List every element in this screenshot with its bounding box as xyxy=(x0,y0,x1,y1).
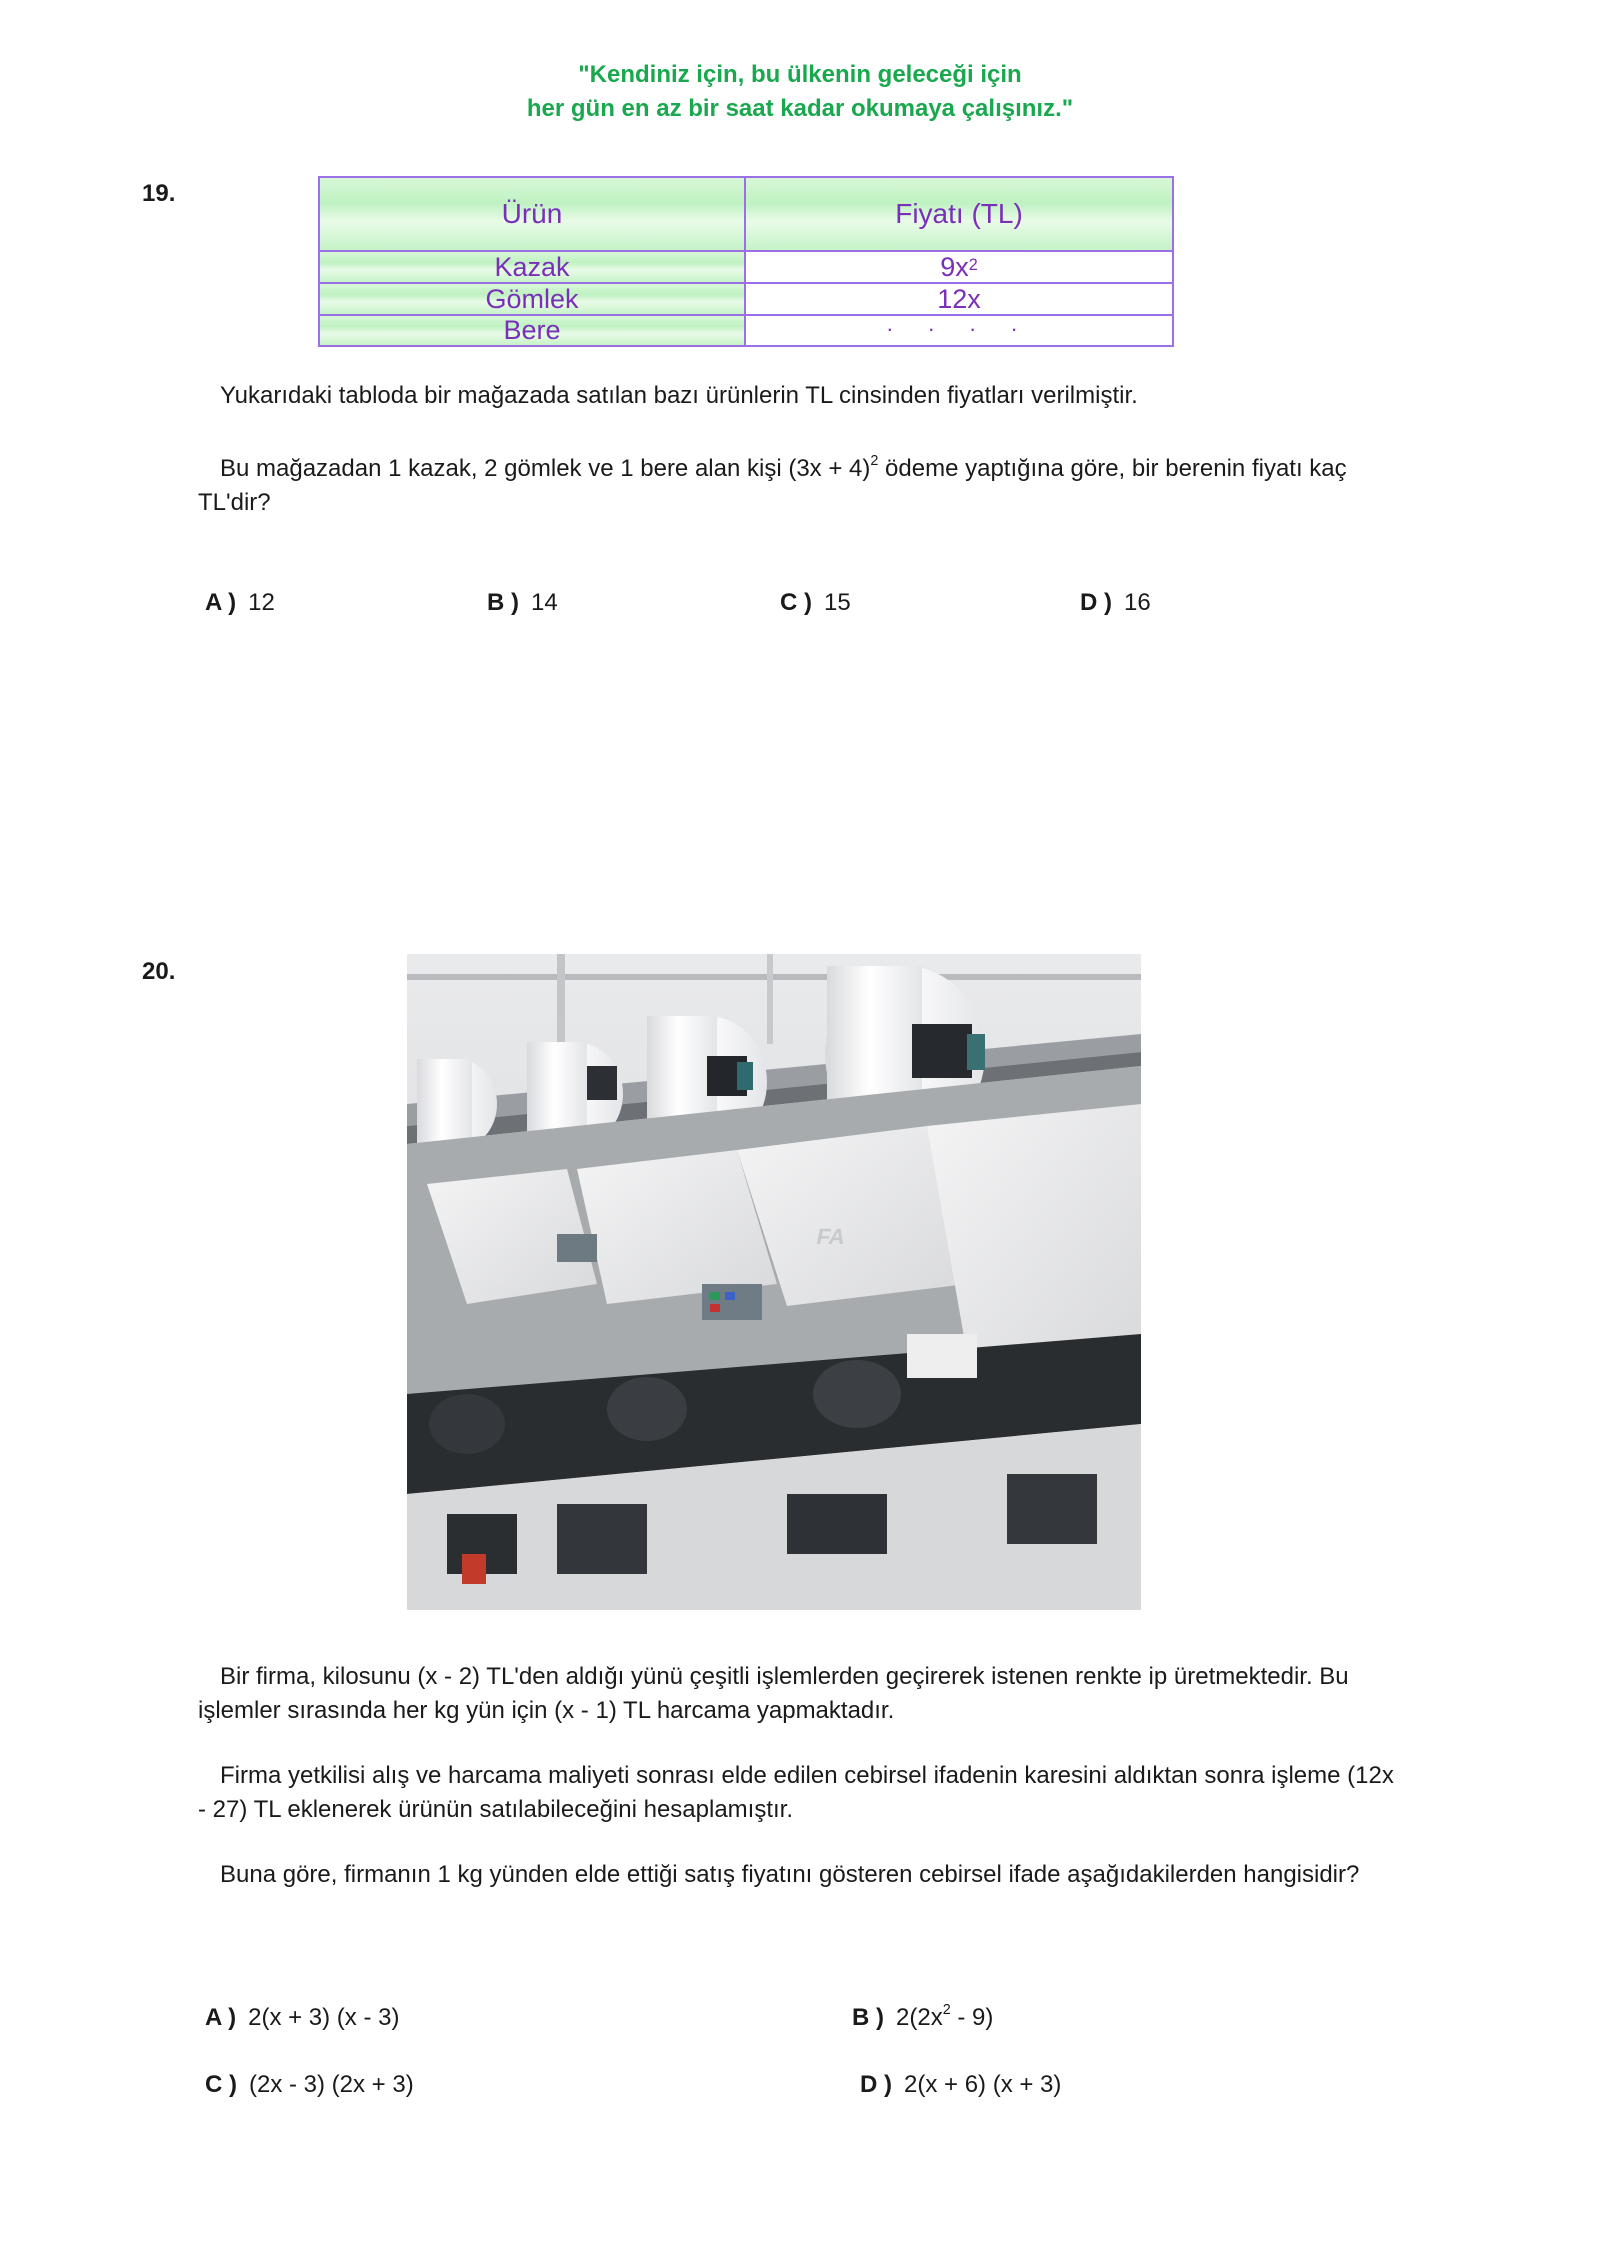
q19-choice-c[interactable] xyxy=(780,589,851,617)
table-row xyxy=(320,316,1172,345)
choice-value-end: - 9) xyxy=(950,2004,994,2031)
product-cell: Gömlek xyxy=(320,284,746,314)
choice-value: 14 xyxy=(531,589,558,616)
choice-label: D ) xyxy=(860,2071,892,2098)
q20-choice-a[interactable] xyxy=(205,2004,399,2032)
spinning-machine-illustration xyxy=(407,954,1141,1610)
table-row xyxy=(320,252,1172,284)
machine-brand-text: FA xyxy=(814,1224,848,1249)
motto-line-2: her gün en az bir saat kadar okumaya çalışınız." xyxy=(526,95,1074,122)
choice-value: (2x - 3) (2x + 3) xyxy=(249,2071,414,2098)
choice-value: 12 xyxy=(248,589,275,616)
choice-value-start: 2(2x xyxy=(896,2004,943,2031)
question-19-text-2 xyxy=(198,452,1408,520)
choice-label: C ) xyxy=(780,589,812,616)
question-20-number: 20. xyxy=(142,958,176,985)
q20-choice-c[interactable] xyxy=(205,2071,414,2099)
price-cell: 9x $^2$ xyxy=(746,252,1172,282)
header-price: Fiyatı (TL) xyxy=(746,178,1172,250)
question-19-text-1 xyxy=(198,379,1408,413)
motto-line-1: "Kendiniz için, bu ülkenin geleceği için xyxy=(578,61,1022,88)
question-20-paragraph-1: Bir firma, kilosunu (x - 2) TL'den aldığı yünü çeşitli işlemlerden geçirerek istenen renkte ip üretmektedir. Bu işlemler sırasında her kg yün için (x - 1) TL harcama yapmaktadır. xyxy=(198,1663,1349,1724)
choice-label: B ) xyxy=(487,589,519,616)
price-cell xyxy=(746,284,1172,314)
q20-choice-b[interactable] xyxy=(852,2004,993,2032)
question-19-exponent: 2 xyxy=(870,453,879,469)
question-20-text-2 xyxy=(198,1759,1408,1827)
choice-label: D ) xyxy=(1080,589,1112,616)
q19-choice-b[interactable] xyxy=(487,589,558,617)
question-19-question-start: Bu mağazadan 1 kazak, 2 gömlek ve 1 bere alan kişi (3x + 4) xyxy=(220,455,871,482)
choice-value: 15 xyxy=(824,589,851,616)
price-base: 12x xyxy=(937,283,981,314)
product-cell: Bere xyxy=(320,316,746,345)
header-product: Ürün xyxy=(320,178,746,250)
question-20-text-3 xyxy=(198,1858,1408,1892)
question-20-text-1 xyxy=(198,1660,1408,1728)
question-19-number: 19. xyxy=(142,180,176,207)
question-19-question-end: ödeme yaptığına göre, bir berenin fiyatı kaç TL'dir? xyxy=(198,455,1347,516)
choice-value: 2(x + 6) (x + 3) xyxy=(904,2071,1062,2098)
q19-choice-d[interactable] xyxy=(1080,589,1151,617)
choice-label: C ) xyxy=(205,2071,237,2098)
choice-value: 2(x + 3) (x - 3) xyxy=(248,2004,400,2031)
motto-quote xyxy=(0,58,1600,126)
table-row xyxy=(320,284,1172,316)
price-table xyxy=(318,176,1174,347)
product-cell: Kazak xyxy=(320,252,746,282)
question-19-statement: Yukarıdaki tabloda bir mağazada satılan bazı ürünlerin TL cinsinden fiyatları verilmiştir. xyxy=(220,382,1138,409)
q19-choice-a[interactable] xyxy=(205,589,275,617)
textile-machine-photo xyxy=(407,954,1141,1610)
price-cell-unknown: · · · · xyxy=(746,316,1172,345)
choice-label: A ) xyxy=(205,2004,237,2031)
choice-label: A ) xyxy=(205,589,237,616)
choice-label: B ) xyxy=(852,2004,884,2031)
choice-value-exponent: 2 xyxy=(942,2002,951,2018)
price-table-header xyxy=(320,178,1172,252)
price-base: 9x xyxy=(940,251,969,282)
choice-value: 16 xyxy=(1124,589,1151,616)
question-20-paragraph-3: Buna göre, firmanın 1 kg yünden elde ettiği satış fiyatını gösteren cebirsel ifade aşağıdakilerden hangisidir? xyxy=(220,1861,1360,1888)
question-20-paragraph-2: Firma yetkilisi alış ve harcama maliyeti sonrası elde edilen cebirsel ifadenin karesini aldıktan sonra işleme (12x - 27) TL eklenerek ürünün satılabileceğini hesaplamıştır. xyxy=(198,1762,1394,1823)
q20-choice-d[interactable] xyxy=(860,2071,1061,2099)
